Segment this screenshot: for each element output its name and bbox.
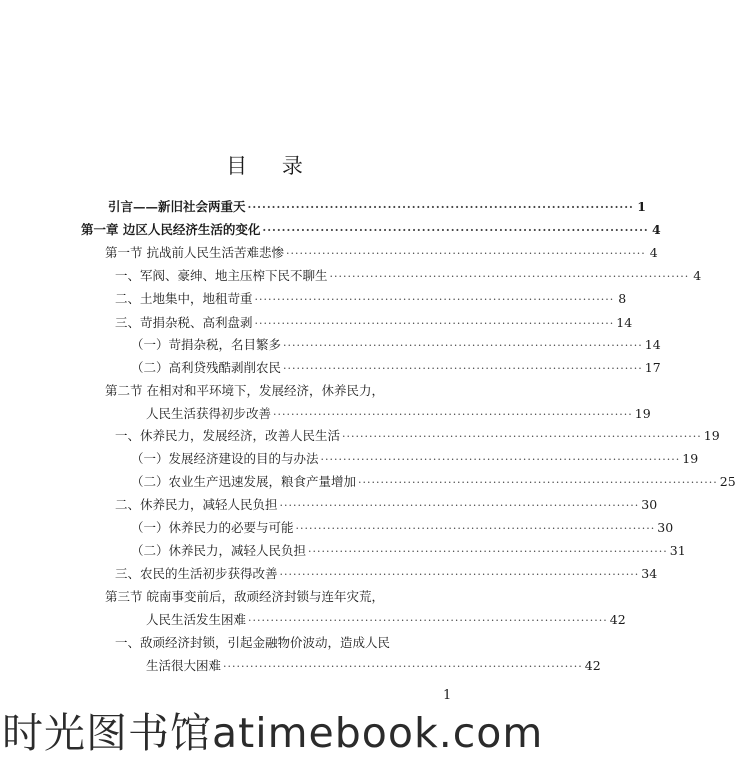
- toc-entry: [108, 198, 646, 217]
- toc-leader-dots: ················································································: [283, 339, 643, 352]
- toc-leader-dots: ················································································: [248, 614, 608, 627]
- toc-entry-label: 一、军阀、豪绅、地主压榨下民不聊生: [115, 268, 328, 283]
- toc-entry-label: （二）休养民力，减轻人民负担: [131, 543, 307, 558]
- toc-entry: [105, 244, 658, 263]
- toc-entry: [115, 496, 658, 515]
- toc-entry: [105, 382, 461, 400]
- toc-entry-label: 人民生活获得初步改善: [146, 406, 272, 421]
- toc-entry-page: 25: [719, 474, 736, 489]
- toc-entry-label: 第二节 在相对和平环境下，发展经济，休养民力，: [105, 383, 384, 398]
- toc-entry-page: 4: [693, 268, 702, 283]
- toc-entry-page: 17: [644, 360, 661, 375]
- watermark-text: 时光图书馆atimebook.com: [2, 709, 544, 757]
- toc-leader-dots: ················································································: [254, 317, 615, 330]
- toc-leader-dots: ················································································: [329, 270, 690, 283]
- toc-entry-label: 第一节 抗战前人民生活苦难悲惨: [105, 245, 284, 260]
- toc-entry: [131, 450, 699, 469]
- toc-entry-label: 生活很大困难: [146, 658, 222, 673]
- toc-entry: [146, 657, 601, 676]
- toc-entry-label: （二）高利贷残酷剥削农民: [131, 360, 282, 375]
- toc-entry-label: （一）发展经济建设的目的与办法: [131, 451, 319, 466]
- toc-entry: [115, 634, 461, 652]
- toc-entry: [146, 405, 651, 424]
- toc-entry: [115, 427, 720, 446]
- toc-leader-dots: ················································································: [279, 568, 640, 581]
- toc-entry-page: 34: [641, 566, 658, 581]
- toc-leader-dots: ················································································: [273, 408, 633, 421]
- toc-leader-dots: ················································································: [295, 522, 656, 535]
- toc-entry: [131, 336, 661, 355]
- toc-leader-dots: ················································································: [262, 224, 649, 237]
- toc-entry-page: 30: [657, 520, 674, 535]
- toc-entry-label: 二、土地集中，地租苛重: [115, 291, 253, 306]
- toc-leader-dots: ················································································: [285, 247, 646, 260]
- toc-entry-page: 19: [634, 406, 651, 421]
- toc-entry: [115, 314, 633, 333]
- toc-entry: [131, 542, 686, 561]
- toc-entry-label: 第一章 边区人民经济生活的变化: [81, 222, 261, 237]
- toc-entry-page: 42: [584, 658, 601, 673]
- toc-leader-dots: ················································································: [358, 476, 718, 489]
- toc-entry-label: 三、苛捐杂税、高利盘剥: [115, 315, 253, 330]
- toc-entry-page: 19: [703, 428, 720, 443]
- toc-entry-label: 第三节 皖南事变前后，敌顽经济封锁与连年灾荒，: [105, 589, 384, 604]
- toc-entry-label: （一）苛捐杂税，名目繁多: [131, 337, 282, 352]
- toc-entry-label: 人民生活发生困难: [146, 612, 247, 627]
- toc-leader-dots: ················································································: [283, 362, 643, 375]
- toc-entry-page: 14: [644, 337, 661, 352]
- toc-entry-page: 30: [641, 497, 658, 512]
- toc-leader-dots: ················································································: [342, 430, 702, 443]
- toc-entry-page: 4: [652, 222, 661, 237]
- toc-leader-dots: ················································································: [254, 293, 615, 306]
- toc-entry: [115, 565, 658, 584]
- toc-entry: [131, 473, 736, 492]
- toc-entry-label: 一、敌顽经济封锁，引起金融物价波动，造成人民: [115, 635, 391, 650]
- toc-entry: [131, 519, 674, 538]
- toc-entry-label: （二）农业生产迅速发展，粮食产量增加: [131, 474, 357, 489]
- page-number: 1: [443, 688, 452, 703]
- toc-entry: [131, 359, 661, 378]
- toc-entry-page: 1: [637, 199, 646, 214]
- toc-entry-label: 一、休养民力，发展经济，改善人民生活: [115, 428, 341, 443]
- toc-entry-page: 19: [682, 451, 699, 466]
- toc-entry-label: 引言——新旧社会两重天: [108, 199, 246, 214]
- toc-entry: [81, 221, 661, 240]
- toc-entry-page: 42: [609, 612, 626, 627]
- toc-entry-label: （一）休养民力的必要与可能: [131, 520, 294, 535]
- toc-entry-label: 二、休养民力，减轻人民负担: [115, 497, 278, 512]
- toc-entry: [115, 267, 702, 286]
- toc-entry: [115, 290, 627, 309]
- toc-leader-dots: ················································································: [308, 545, 668, 558]
- toc-leader-dots: ················································································: [320, 453, 681, 466]
- toc-entry-page: 4: [649, 245, 658, 260]
- toc-entry: [146, 611, 626, 630]
- toc-leader-dots: ················································································: [223, 660, 583, 673]
- toc-entry-page: 31: [669, 543, 686, 558]
- page-title: 目 录: [226, 154, 317, 178]
- toc-entry-page: 8: [618, 291, 627, 306]
- toc-entry-page: 14: [616, 315, 633, 330]
- toc-entry: [105, 588, 461, 606]
- toc-entry-label: 三、农民的生活初步获得改善: [115, 566, 278, 581]
- toc-leader-dots: ················································································: [247, 201, 634, 214]
- toc-leader-dots: ················································································: [279, 499, 640, 512]
